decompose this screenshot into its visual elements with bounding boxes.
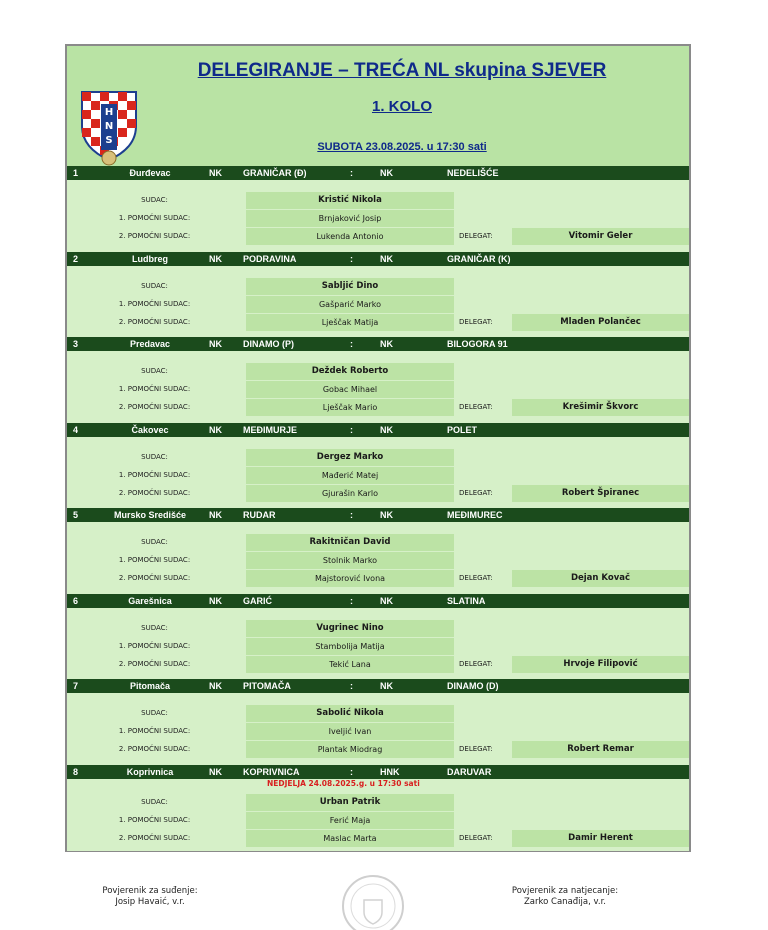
score-separator: : bbox=[350, 253, 353, 264]
delegate-name: Mladen Polančec bbox=[512, 314, 689, 331]
match-venue: Predavac bbox=[129, 339, 171, 349]
delegate-label: DELEGAT: bbox=[459, 317, 493, 326]
delegate-name: Robert Špiranec bbox=[512, 485, 689, 502]
assistant1-name: Stambolija Matija bbox=[246, 638, 454, 655]
officials-panel bbox=[67, 351, 689, 423]
assistant1-label: 1. POMOĆNI SUDAC: bbox=[118, 214, 191, 222]
crest-letter-n: N bbox=[104, 121, 114, 132]
officials-panel bbox=[67, 779, 689, 851]
referee-name: Kristić Nikola bbox=[246, 192, 454, 209]
officials-panel bbox=[67, 522, 689, 594]
away-team: POLET bbox=[447, 424, 478, 435]
home-team: GRANIČAR (Đ) bbox=[243, 168, 307, 178]
assistant2-label: 2. POMOĆNI SUDAC: bbox=[118, 403, 191, 411]
round-title: 1. KOLO bbox=[371, 98, 432, 115]
away-team: MEĐIMUREC bbox=[447, 510, 503, 520]
match-number: 5 bbox=[73, 510, 79, 520]
match-number: 3 bbox=[73, 339, 79, 349]
referee-name: Deždek Roberto bbox=[246, 363, 454, 380]
assistant1-name: Iveljić Ivan bbox=[246, 723, 454, 740]
delegate-label: DELEGAT: bbox=[459, 232, 493, 240]
assistant1-label: 1. POMOĆNI SUDAC: bbox=[118, 556, 191, 564]
away-club-prefix: NK bbox=[380, 339, 393, 349]
assistant2-name: Lukenda Antonio bbox=[246, 228, 454, 245]
assistant1-label: 1. POMOĆNI SUDAC: bbox=[118, 299, 191, 308]
delegation-sheet bbox=[65, 44, 691, 852]
match-number: 4 bbox=[73, 424, 79, 435]
crest-letter-s: S bbox=[105, 135, 113, 146]
delegate-label: DELEGAT: bbox=[459, 574, 493, 582]
score-separator: : bbox=[350, 424, 353, 435]
referee-label: SUDAC: bbox=[141, 196, 168, 204]
match-number: 7 bbox=[73, 681, 79, 691]
home-club-prefix: NK bbox=[209, 253, 222, 264]
footer-left bbox=[70, 886, 230, 908]
referee-name: Sabolić Nikola bbox=[246, 705, 454, 722]
delegate-label: DELEGAT: bbox=[459, 745, 493, 753]
match-block bbox=[67, 166, 689, 252]
assistant1-name: Ferić Maja bbox=[246, 812, 454, 829]
assistant1-label: 1. POMOĆNI SUDAC: bbox=[118, 727, 191, 735]
match-block bbox=[67, 765, 689, 851]
referee-label: SUDAC: bbox=[141, 709, 168, 717]
referee-label: SUDAC: bbox=[141, 623, 168, 632]
officials-panel bbox=[67, 180, 689, 252]
assistant1-name: Brnjaković Josip bbox=[246, 210, 454, 227]
hns-crest-logo bbox=[74, 82, 144, 166]
officials-panel bbox=[67, 608, 689, 680]
schedule-note: NEDJELJA 24.08.2025.g. u 17:30 sati bbox=[267, 778, 420, 788]
referee-name: Vugrinec Nino bbox=[246, 620, 454, 637]
assistant1-label: 1. POMOĆNI SUDAC: bbox=[118, 385, 191, 393]
match-header-bar bbox=[67, 508, 689, 522]
home-club-prefix: NK bbox=[209, 424, 222, 435]
match-header-bar bbox=[67, 765, 689, 779]
sheet-title: DELEGIRANJE – TREĆA NL skupina SJEVER bbox=[197, 60, 607, 81]
home-team: GARIĆ bbox=[243, 595, 272, 606]
away-club-prefix: NK bbox=[380, 595, 393, 606]
assistant1-name: Gobac Mihael bbox=[246, 381, 454, 398]
match-venue: Đurđevac bbox=[129, 168, 171, 178]
referee-label: SUDAC: bbox=[141, 797, 168, 806]
delegate-name: Vitomir Geler bbox=[512, 228, 689, 245]
match-venue: Koprivnica bbox=[126, 766, 174, 777]
delegate-name: Dejan Kovač bbox=[512, 570, 689, 587]
home-team: DINAMO (P) bbox=[243, 339, 294, 349]
match-block bbox=[67, 508, 689, 594]
assistant2-name: Majstorović Ivona bbox=[246, 570, 454, 587]
delegate-label: DELEGAT: bbox=[459, 403, 493, 411]
home-team: PODRAVINA bbox=[243, 253, 297, 264]
match-number: 2 bbox=[73, 253, 79, 264]
match-header-bar bbox=[67, 679, 689, 693]
home-team: MEĐIMURJE bbox=[243, 424, 298, 435]
away-team: DARUVAR bbox=[447, 766, 492, 777]
away-team: GRANIČAR (K) bbox=[447, 253, 511, 264]
home-club-prefix: NK bbox=[209, 681, 222, 691]
competition-commissioner-name: Zarko Canađija, v.r. bbox=[523, 897, 606, 907]
assistant2-name: Maslac Marta bbox=[246, 830, 454, 847]
assistant1-label: 1. POMOĆNI SUDAC: bbox=[118, 470, 191, 479]
away-team: NEDELIŠĆE bbox=[447, 168, 499, 178]
referee-name: Sabljić Dino bbox=[246, 278, 454, 295]
score-separator: : bbox=[350, 510, 353, 520]
assistant2-label: 2. POMOĆNI SUDAC: bbox=[118, 488, 191, 497]
match-venue: Mursko Središće bbox=[113, 510, 187, 520]
officials-panel bbox=[67, 266, 689, 338]
away-club-prefix: HNK bbox=[380, 766, 400, 777]
assistant2-label: 2. POMOĆNI SUDAC: bbox=[118, 574, 191, 582]
assistant2-name: Plantak Miodrag bbox=[246, 741, 454, 758]
match-number: 8 bbox=[73, 766, 79, 777]
score-separator: : bbox=[350, 339, 353, 349]
match-block bbox=[67, 679, 689, 765]
assistant2-label: 2. POMOĆNI SUDAC: bbox=[118, 833, 191, 842]
match-date: SUBOTA 23.08.2025. u 17:30 sati bbox=[317, 141, 487, 153]
competition-commissioner-title: Povjerenik za natjecanje: bbox=[511, 886, 619, 896]
assistant2-name: Tekić Lana bbox=[246, 656, 454, 673]
footer-right bbox=[470, 886, 660, 908]
delegate-name: Krešimir Škvorc bbox=[512, 399, 689, 416]
assistant1-label: 1. POMOĆNI SUDAC: bbox=[118, 641, 191, 650]
delegate-label: DELEGAT: bbox=[459, 659, 493, 668]
delegate-name: Damir Herent bbox=[512, 830, 689, 847]
assistant2-label: 2. POMOĆNI SUDAC: bbox=[118, 232, 191, 240]
score-separator: : bbox=[350, 681, 353, 691]
away-team: BILOGORA 91 bbox=[447, 339, 508, 349]
away-club-prefix: NK bbox=[380, 253, 393, 264]
assistant2-name: Gjurašin Karlo bbox=[246, 485, 454, 502]
assistant2-label: 2. POMOĆNI SUDAC: bbox=[118, 659, 191, 668]
score-separator: : bbox=[350, 168, 353, 178]
home-team: KOPRIVNICA bbox=[243, 766, 300, 777]
referee-commissioner-title: Povjerenik za suđenje: bbox=[102, 886, 198, 896]
referee-name: Urban Patrik bbox=[246, 794, 454, 811]
away-team: SLATINA bbox=[447, 595, 486, 606]
match-venue: Čakovec bbox=[131, 424, 169, 435]
away-club-prefix: NK bbox=[380, 424, 393, 435]
home-team: PITOMAČA bbox=[243, 681, 291, 691]
match-block bbox=[67, 337, 689, 423]
home-club-prefix: NK bbox=[209, 595, 222, 606]
home-club-prefix: NK bbox=[209, 168, 222, 178]
officials-panel bbox=[67, 693, 689, 765]
score-separator: : bbox=[350, 595, 353, 606]
assistant1-name: Mađerić Matej bbox=[246, 467, 454, 484]
delegate-label: DELEGAT: bbox=[459, 833, 493, 842]
referee-label: SUDAC: bbox=[141, 452, 168, 461]
referee-commissioner-name: Josip Havaić, v.r. bbox=[115, 897, 185, 907]
match-venue: Garešnica bbox=[128, 595, 172, 606]
referee-name: Rakitničan David bbox=[246, 534, 454, 551]
assistant1-name: Gašparić Marko bbox=[246, 296, 454, 313]
home-club-prefix: NK bbox=[209, 766, 222, 777]
assistant2-label: 2. POMOĆNI SUDAC: bbox=[118, 317, 191, 326]
referee-label: SUDAC: bbox=[141, 538, 168, 546]
match-header-bar bbox=[67, 166, 689, 180]
assistant2-name: Lješčak Matija bbox=[246, 314, 454, 331]
match-venue: Ludbreg bbox=[132, 253, 168, 264]
match-header-bar bbox=[67, 423, 689, 437]
officials-panel bbox=[67, 437, 689, 509]
sheet-header bbox=[67, 46, 689, 166]
match-block bbox=[67, 252, 689, 338]
match-number: 6 bbox=[73, 595, 79, 606]
assistant2-label: 2. POMOĆNI SUDAC: bbox=[118, 745, 191, 753]
match-header-bar bbox=[67, 252, 689, 266]
match-number: 1 bbox=[73, 168, 79, 178]
assistant2-name: Lješčak Mario bbox=[246, 399, 454, 416]
match-header-bar bbox=[67, 594, 689, 608]
match-block bbox=[67, 423, 689, 509]
home-club-prefix: NK bbox=[209, 510, 222, 520]
association-stamp bbox=[336, 870, 410, 930]
home-club-prefix: NK bbox=[209, 339, 222, 349]
delegate-name: Robert Remar bbox=[512, 741, 689, 758]
match-block bbox=[67, 594, 689, 680]
match-venue: Pitomača bbox=[129, 681, 171, 691]
delegate-label: DELEGAT: bbox=[459, 488, 493, 497]
delegate-name: Hrvoje Filipović bbox=[512, 656, 689, 673]
match-header-bar bbox=[67, 337, 689, 351]
away-club-prefix: NK bbox=[380, 681, 393, 691]
referee-label: SUDAC: bbox=[141, 281, 168, 290]
score-separator: : bbox=[350, 766, 353, 777]
away-club-prefix: NK bbox=[380, 168, 393, 178]
away-club-prefix: NK bbox=[380, 510, 393, 520]
home-team: RUDAR bbox=[243, 510, 276, 520]
assistant1-name: Stolnik Marko bbox=[246, 552, 454, 569]
referee-label: SUDAC: bbox=[141, 367, 168, 375]
away-team: DINAMO (D) bbox=[447, 681, 499, 691]
crest-letter-h: H bbox=[104, 107, 114, 118]
assistant1-label: 1. POMOĆNI SUDAC: bbox=[118, 815, 191, 824]
referee-name: Dergez Marko bbox=[246, 449, 454, 466]
